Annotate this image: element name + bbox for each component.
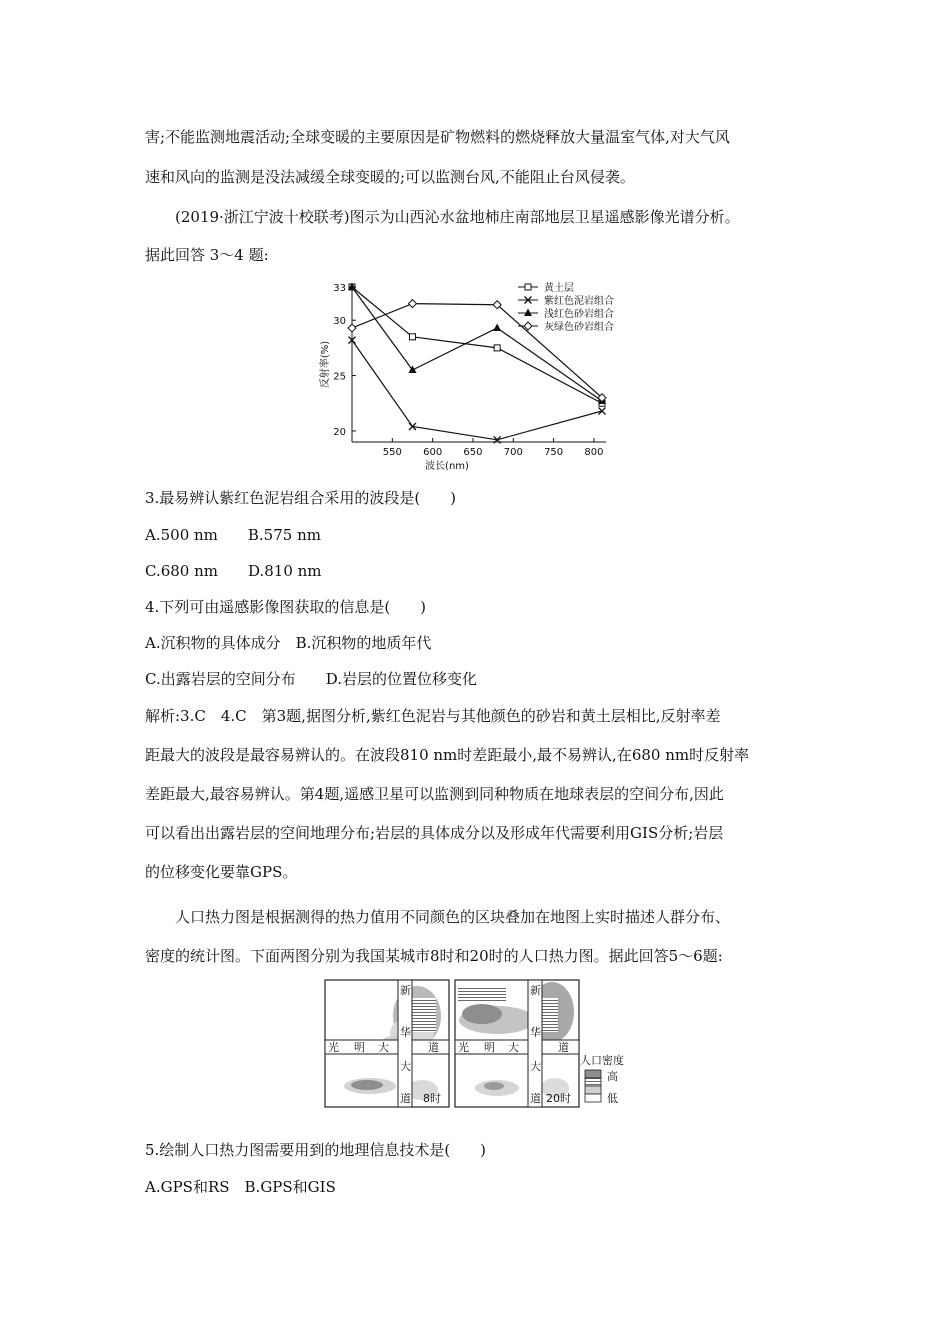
road-label: 道 — [400, 1092, 411, 1105]
analysis-line: 的位移变化要靠GPS。 — [145, 863, 298, 881]
legend-label: 浅红色砂岩组合 — [544, 309, 614, 320]
analysis-line: 距最大的波段是最容易辨认的。在波段810 nm时差距最小,最不易辨认,在680 nm时反射率 — [145, 746, 750, 764]
series-line — [352, 340, 602, 440]
x-tick-label: 550 — [382, 447, 402, 458]
road-label: 光 — [458, 1041, 469, 1054]
question-4-stem: 4.下列可由遥感影像图获取的信息是( ) — [145, 598, 427, 616]
legend-swatch-mid — [585, 1078, 601, 1086]
time-label-8h: 8时 — [423, 1092, 441, 1105]
road-label: 华 — [400, 1026, 411, 1039]
legend-label: 黄土层 — [544, 283, 574, 294]
road-label: 新 — [530, 984, 541, 997]
x-axis-label: 波长(nm) — [425, 461, 469, 472]
legend-title: 人口密度 — [580, 1054, 624, 1067]
y-tick-label: 20 — [333, 426, 346, 438]
road-label: 大 — [508, 1041, 519, 1054]
intro-line: 人口热力图是根据测得的热力值用不同颜色的区块叠加在地图上实时描述人群分布、 — [175, 908, 731, 926]
legend-label: 灰绿色砂岩组合 — [544, 322, 614, 333]
analysis-line: 差距最大,最容易辨认。第4题,遥感卫星可以监测到同种物质在地球表层的空间分布,因此 — [145, 785, 724, 803]
data-point — [408, 300, 416, 308]
reflectance-chart — [300, 275, 640, 475]
x-tick-label: 800 — [584, 447, 604, 458]
legend-low-label: 低 — [607, 1092, 618, 1105]
y-tick-label: 25 — [333, 371, 346, 383]
legend-high-label: 高 — [607, 1070, 618, 1083]
analysis-line: 可以看出出露岩层的空间地理分布;岩层的具体成分以及形成年代需要利用GIS分析;岩层 — [145, 824, 724, 842]
analysis-line: 解析:3.C 4.C 第3题,据图分析,紫红色泥岩与其他颜色的砂岩和黄土层相比,反射率差 — [145, 707, 721, 725]
x-tick-label: 750 — [544, 447, 564, 458]
intro-line: 密度的统计图。下面两图分别为我国某城市8时和20时的人口热力图。据此回答5～6题: — [145, 947, 723, 965]
y-tick-label: 33 — [333, 283, 346, 294]
data-point — [348, 324, 356, 332]
data-point — [494, 345, 500, 351]
question-5-options-ab: A.GPS和RS B.GPS和GIS — [145, 1178, 336, 1196]
text-line: 据此回答 3～4 题: — [145, 246, 269, 264]
data-point — [599, 408, 606, 415]
legend-swatch-high — [585, 1070, 601, 1078]
text-line: 速和风向的监测是没法减缓全球变暖的;可以监测台风,不能阻止台风侵袭。 — [145, 168, 635, 186]
text-line: 害;不能监测地震活动;全球变暖的主要原因是矿物燃料的燃烧释放大量温室气体,对大气风 — [145, 128, 730, 146]
legend-swatch-lowest — [585, 1094, 601, 1102]
question-3-stem: 3.最易辨认紫红色泥岩组合采用的波段是( ) — [145, 489, 457, 507]
x-tick-label: 600 — [423, 447, 443, 458]
road-label: 道 — [558, 1041, 569, 1054]
x-tick-label: 650 — [463, 447, 483, 458]
question-4-options-ab: A.沉积物的具体成分 B.沉积物的地质年代 — [145, 634, 432, 652]
question-3-options-cd: C.680 nm D.810 nm — [145, 562, 322, 580]
question-5-stem: 5.绘制人口热力图需要用到的地理信息技术是( ) — [145, 1141, 487, 1159]
y-tick-label: 30 — [333, 316, 346, 328]
road-label: 新 — [400, 984, 411, 997]
text-line: (2019·浙江宁波十校联考)图示为山西沁水盆地柿庄南部地层卫星遥感影像光谱分析。 — [175, 208, 740, 226]
data-point — [409, 334, 415, 340]
question-4-options-cd: C.出露岩层的空间分布 D.岩层的位置位移变化 — [145, 670, 477, 688]
road-label: 华 — [530, 1026, 541, 1039]
road-label: 光 — [328, 1041, 339, 1054]
road-label: 大 — [378, 1041, 389, 1054]
x-tick-label: 700 — [503, 447, 523, 458]
data-point — [525, 284, 531, 290]
road-label: 明 — [484, 1041, 495, 1054]
road-label: 明 — [354, 1041, 365, 1054]
density-legend — [580, 1053, 624, 1105]
legend-swatch-low — [585, 1086, 601, 1094]
road-label: 大 — [530, 1060, 541, 1073]
time-label-20h: 20时 — [546, 1092, 571, 1105]
y-axis-label: 反射率(%) — [320, 340, 331, 389]
road-label: 道 — [530, 1092, 541, 1105]
data-point — [524, 309, 532, 317]
question-3-options-ab: A.500 nm B.575 nm — [145, 526, 321, 544]
road-label: 大 — [400, 1060, 411, 1073]
legend-label: 紫红色泥岩组合 — [544, 296, 614, 307]
road-label: 道 — [428, 1041, 439, 1054]
population-heatmap — [322, 978, 642, 1110]
data-point — [493, 323, 501, 331]
